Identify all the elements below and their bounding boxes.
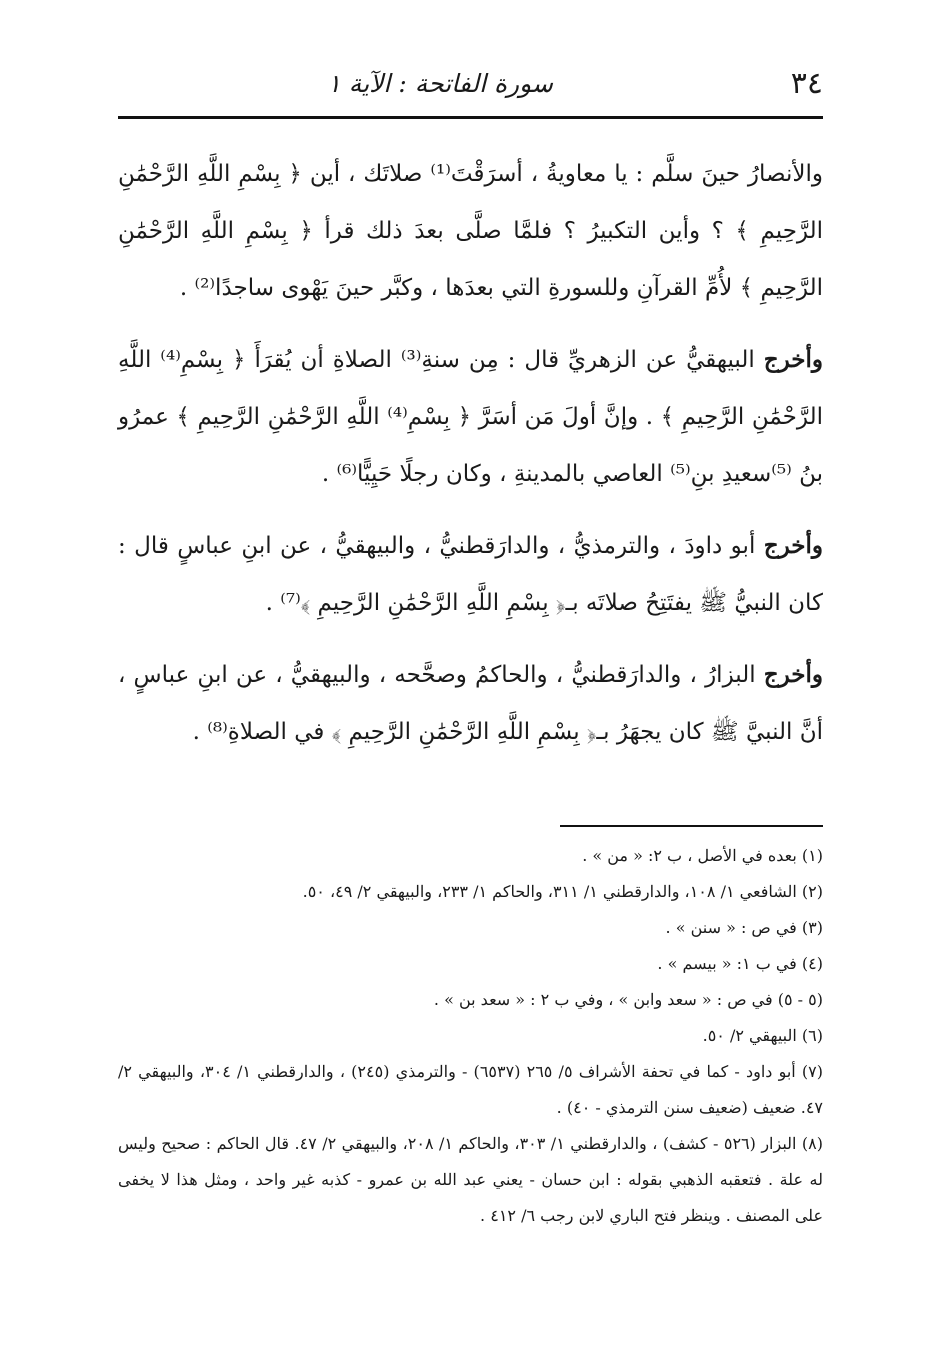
paragraph-lead: وأخرج bbox=[763, 532, 824, 559]
footnote: (٥ - ٥) في ص : « سعد وابن » ، وفي ب ٢ : « سعد بن » . bbox=[433, 990, 823, 1009]
paragraph-text: البيهقيُّ عن الزهريِّ قال : مِن سنةِ⁽³⁾ الصلاةِ أن يُقرَأَ ﴿ بِسْمِ⁽⁴⁾ اللَّهِ الرَّحْمَٰنِ الرَّحِيمِ ﴾ . وإنَّ أولَ مَن أسَرَّ ﴿ بِسْمِ⁽⁴⁾ اللَّهِ الرَّحْمَٰنِ الرَّحِيمِ ﴾ عمرُو بنُ ⁽⁵⁾سعيدِ بنِ⁽⁵⁾ العاصي بالمدينةِ ، وكان رجلًا حَيِيًّا⁽⁶⁾ . bbox=[118, 347, 823, 487]
footnote: (٣) في ص : « سنن » . bbox=[665, 918, 823, 937]
paragraph bbox=[118, 517, 823, 632]
footnote: (٦) البيهقي ٢/ ٥٠. bbox=[702, 1026, 823, 1045]
footnote: (٢) الشافعي ١/ ١٠٨، والدارقطني ١/ ٣١١، والحاكم ١/ ٢٣٣، والبيهقي ٢/ ٤٩، ٥٠. bbox=[302, 882, 823, 901]
paragraph bbox=[118, 331, 823, 503]
footnote: (٤) في ب ١: « بيسم » . bbox=[657, 954, 823, 973]
page-number: ٣٤ bbox=[790, 66, 823, 101]
header-rule bbox=[118, 116, 823, 119]
paragraph-lead: وأخرج bbox=[763, 346, 823, 373]
main-text bbox=[118, 145, 823, 775]
paragraph-text: والأنصارُ حينَ سلَّم : يا معاويةُ ، أسرَقْتَ⁽¹⁾ صلاتَك ، أين ﴿ بِسْمِ اللَّهِ الرَّحْمَٰنِ الرَّحِيمِ ﴾ ؟ وأين التكبيرُ ؟ فلمَّا صلَّى بعدَ ذلك قرأ ﴿ بِسْمِ اللَّهِ الرَّحْمَٰنِ الرَّحِيمِ ﴾ لأُمِّ القرآنِ وللسورةِ التي بعدَها ، وكبَّر حينَ يَهْوى ساجدًا⁽²⁾ . bbox=[118, 161, 823, 301]
running-title: سورة الفاتحة : الآية ١ bbox=[327, 69, 553, 98]
footnotes bbox=[118, 838, 823, 1234]
paragraph bbox=[118, 145, 823, 317]
paragraph-text: البزارُ ، والدارَقطنيُّ ، والحاكمُ وصحَّحه ، والبيهقيُّ ، عن ابنِ عباسٍ ، أنَّ النبيَّ ﷺ كان يجهَرُ بـ﴿ بِسْمِ اللَّهِ الرَّحْمَٰنِ الرَّحِيمِ ﴾ في الصلاةِ⁽⁸⁾ . bbox=[118, 662, 823, 745]
footnote-separator bbox=[560, 825, 823, 827]
footnote: (٧) أبو داود - كما في تحفة الأشراف ٥/ ٢٦٥ (٦٥٣٧) - والترمذي (٢٤٥) ، والدارقطني ١/ ٣٠٤، والبيهقي ٢/ ٤٧. ضعيف (ضعيف سنن الترمذي - ٤٠) . bbox=[118, 1062, 824, 1117]
paragraph-text: أبو داودَ ، والترمذيُّ ، والدارَقطنيُّ ، والبيهقيُّ ، عن ابنِ عباسٍ قال : كان النبيُّ ﷺ يفتَتِحُ صلاتَه بـ﴿ بِسْمِ اللَّهِ الرَّحْمَٰنِ الرَّحِيمِ ﴾⁽⁷⁾ . bbox=[118, 533, 823, 616]
footnote: (١) بعده في الأصل ، ب ٢: « من » . bbox=[582, 846, 823, 865]
page-header bbox=[118, 62, 823, 106]
paragraph bbox=[118, 646, 823, 761]
paragraph-lead: وأخرج bbox=[763, 661, 824, 688]
footnote: (٨) البزار (٥٢٦ - كشف) ، والدارقطني ١/ ٣٠٣، والحاكم ١/ ٢٠٨، والبيهقي ٢/ ٤٧. قال الحاكم : صحيح وليس له علة . فتعقبه الذهبي بقوله : ابن حسان - يعني عبد الله بن عمرو - كذبه غير واحد ، ومثل هذا لا يخفى على المصنف . وينظر فتح الباري لابن رجب ٦/ ٤١٢ . bbox=[118, 1134, 823, 1225]
